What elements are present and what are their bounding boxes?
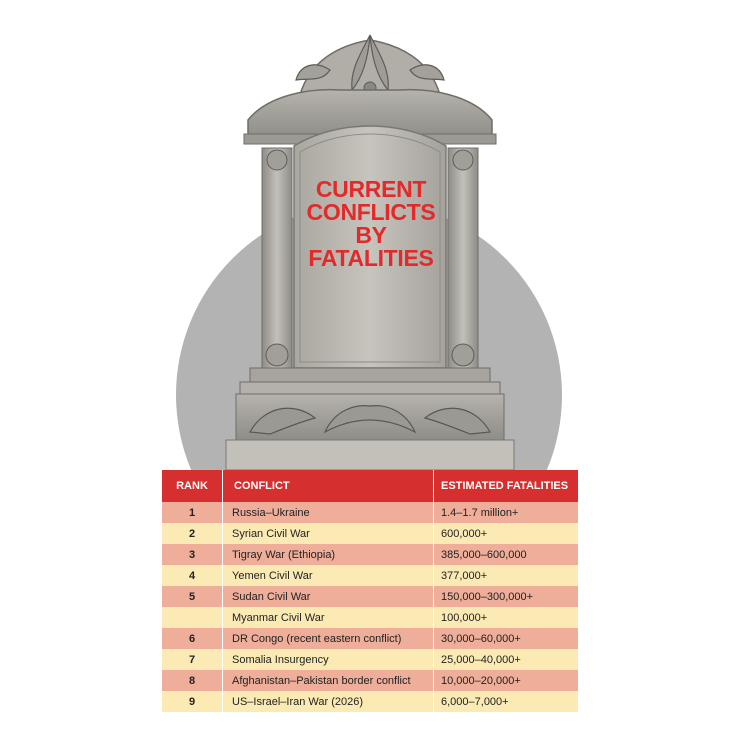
rank-cell: 7 (188, 653, 196, 666)
fatalities-cell: 25,000–40,000+ (441, 653, 521, 666)
conflict-cell: Syrian Civil War (232, 527, 310, 540)
crest-ornament (296, 35, 444, 95)
rank-cell: 3 (188, 548, 196, 561)
table-row (162, 586, 578, 607)
table-header (162, 470, 578, 502)
conflict-cell: Afghanistan–Pakistan border conflict (232, 674, 411, 687)
conflict-cell: Yemen Civil War (232, 569, 313, 582)
conflict-cell: Myanmar Civil War (232, 611, 325, 624)
header-fatalities: ESTIMATED FATALITIES (441, 480, 569, 492)
title-line: CONFLICTS (306, 199, 436, 225)
column-divider (222, 470, 223, 712)
table-row (162, 502, 578, 523)
conflict-cell: Somalia Insurgency (232, 653, 329, 666)
rank-cell: 2 (188, 527, 196, 540)
rank-cell: 4 (188, 569, 196, 582)
title-line: BY (355, 222, 387, 248)
table-row (162, 544, 578, 565)
base-slab (226, 440, 514, 470)
table-row (162, 607, 578, 628)
conflict-cell: DR Congo (recent eastern conflict) (232, 632, 402, 645)
rank-cell: 8 (188, 674, 196, 687)
fatalities-cell: 1.4–1.7 million+ (441, 506, 519, 519)
fatalities-cell: 6,000–7,000+ (441, 695, 509, 708)
rank-cell: 1 (188, 506, 196, 519)
fatalities-cell: 600,000+ (441, 527, 488, 540)
title-line: CURRENT (315, 176, 427, 202)
rank-cell: 5 (188, 590, 196, 603)
fatalities-cell: 100,000+ (441, 611, 488, 624)
table-row (162, 670, 578, 691)
table-row (162, 565, 578, 586)
fatalities-cell: 377,000+ (441, 569, 488, 582)
conflict-cell: Sudan Civil War (232, 590, 311, 603)
fatalities-cell: 150,000–300,000+ (441, 590, 534, 603)
title-line: FATALITIES (308, 245, 434, 271)
headstone-title (286, 178, 456, 270)
fatalities-cell: 10,000–20,000+ (441, 674, 521, 687)
fatalities-table (162, 470, 578, 712)
header-conflict: CONFLICT (234, 480, 290, 492)
conflict-cell: Russia–Ukraine (232, 506, 310, 519)
fatalities-cell: 385,000–600,000 (441, 548, 527, 561)
table-row (162, 691, 578, 712)
table-row (162, 523, 578, 544)
rank-cell: 9 (188, 695, 196, 708)
column-divider (433, 470, 434, 712)
fatalities-cell: 30,000–60,000+ (441, 632, 521, 645)
table-row (162, 649, 578, 670)
conflict-cell: Tigray War (Ethiopia) (232, 548, 336, 561)
conflict-cell: US–Israel–Iran War (2026) (232, 695, 364, 708)
table-row (162, 628, 578, 649)
rank-cell: 6 (188, 632, 196, 645)
header-rank: RANK (176, 480, 208, 492)
